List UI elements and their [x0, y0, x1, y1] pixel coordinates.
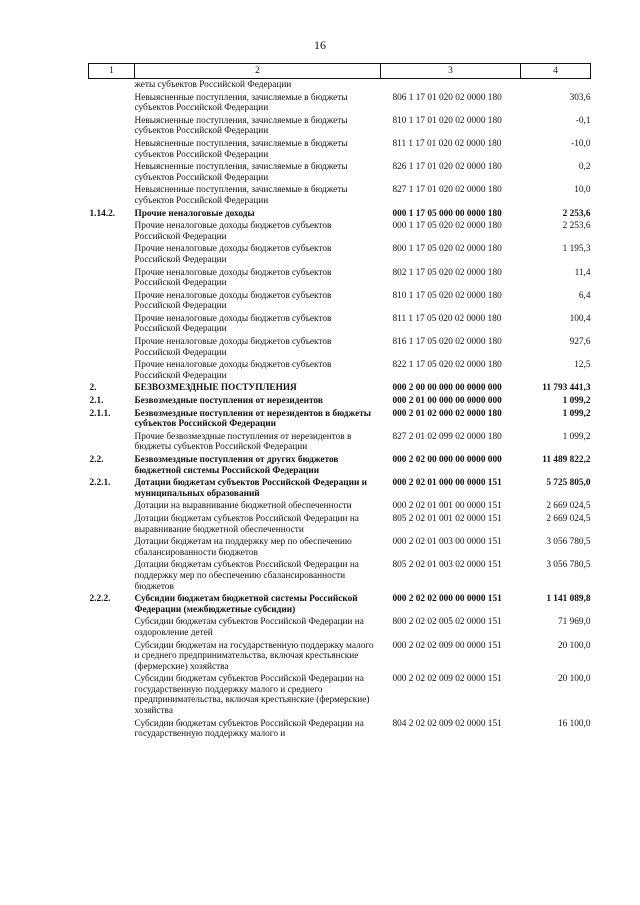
- row-name: Дотации на выравнивание бюджетной обеспеченности: [134, 501, 352, 512]
- row-name: Дотации бюджетам субъектов Российской Федерации на поддержку мер по обеспечению сбалансированности бюджетов: [134, 560, 359, 592]
- row-number: [89, 161, 135, 184]
- row-amount: -10,0: [571, 138, 591, 149]
- row-name: Субсидии бюджетам бюджетной системы Российской Федерации (межбюджетные субсидии): [134, 594, 358, 615]
- row-amount: 11 793 441,3: [542, 383, 591, 394]
- row-code: 827 2 01 02 099 02 0000 180: [392, 431, 502, 442]
- table-row: [89, 616, 591, 639]
- table-row: [89, 408, 591, 431]
- table-row: [89, 431, 591, 454]
- row-name: Невыясненные поступления, зачисляемые в бюджеты субъектов Российской Федерации: [134, 138, 348, 160]
- row-amount: [521, 79, 591, 92]
- table-row: [89, 500, 591, 513]
- header-col-4: 4: [521, 64, 591, 79]
- row-number: [89, 79, 135, 92]
- row-code: 826 1 17 01 020 02 0000 180: [392, 162, 502, 173]
- row-number: [89, 115, 135, 138]
- row-number: 2.2.: [89, 455, 104, 465]
- row-code: 000 1 17 05 020 02 0000 180: [392, 221, 502, 232]
- table-row: [89, 536, 591, 559]
- row-amount: 6,4: [578, 290, 591, 301]
- row-amount: -0,1: [575, 115, 591, 126]
- row-name: Прочие неналоговые доходы бюджетов субъектов Российской Федерации: [134, 290, 332, 312]
- row-name: БЕЗВОЗМЕЗДНЫЕ ПОСТУПЛЕНИЯ: [134, 383, 297, 394]
- row-amount: 2 669 024,5: [546, 501, 591, 512]
- row-number: [89, 673, 135, 717]
- page-number: 16: [314, 38, 326, 52]
- row-number: 1.14.2.: [89, 208, 116, 219]
- revenue-table: [88, 63, 591, 741]
- header-col-2: 2: [135, 64, 381, 79]
- row-number: [89, 359, 135, 382]
- table-row: [89, 138, 591, 161]
- row-amount: 1 099,2: [562, 431, 591, 442]
- row-name: Безвозмездные поступления от других бюджетов бюджетной системы Российской Федерации: [134, 455, 339, 476]
- row-amount: 1 141 089,8: [546, 594, 591, 605]
- row-number: [89, 336, 135, 359]
- row-amount: 2 669 024,5: [546, 513, 591, 524]
- row-code: 804 2 02 02 009 02 0000 151: [392, 718, 502, 729]
- row-code: 000 2 00 00 000 00 0000 000: [392, 383, 502, 394]
- row-amount: 927,6: [569, 337, 591, 348]
- table-body: [89, 79, 591, 741]
- row-number: 2.2.2.: [89, 594, 111, 605]
- row-amount: 11 489 822,2: [542, 455, 591, 465]
- row-code: 000 2 02 02 000 00 0000 151: [392, 594, 502, 605]
- row-number: [89, 500, 135, 513]
- row-number: [89, 184, 135, 207]
- row-code: 000 2 02 02 009 00 0000 151: [392, 640, 502, 651]
- row-name: Дотации бюджетам субъектов Российской Федерации и муниципальных образований: [134, 478, 367, 499]
- row-name: Безвозмездные поступления от нерезидентов в бюджеты субъектов Российской Федерации: [134, 408, 372, 430]
- row-amount: 1 195,3: [562, 244, 591, 255]
- row-amount: 0,2: [578, 162, 591, 173]
- table-row: [89, 290, 591, 313]
- row-code: 000 2 01 00 000 00 0000 000: [392, 396, 502, 407]
- table-row: [89, 115, 591, 138]
- row-code: 000 2 02 02 009 02 0000 151: [392, 674, 502, 685]
- row-amount: 20 100,0: [557, 640, 591, 651]
- row-name: Прочие неналоговые доходы бюджетов субъектов Российской Федерации: [134, 313, 332, 335]
- table-row: [89, 220, 591, 243]
- row-name: Невыясненные поступления, зачисляемые в бюджеты субъектов Российской Федерации: [134, 115, 348, 137]
- row-number: [89, 536, 135, 559]
- row-code: 816 1 17 05 020 02 0000 180: [392, 337, 502, 348]
- row-amount: 71 969,0: [557, 617, 591, 628]
- table-row: [89, 640, 591, 674]
- table-row: [89, 161, 591, 184]
- row-number: [89, 718, 135, 741]
- row-name: Дотации бюджетам на поддержку мер по обеспечению сбалансированности бюджетов: [134, 537, 352, 558]
- header-col-3: 3: [381, 64, 521, 79]
- table-row: [89, 593, 591, 616]
- row-amount: 3 056 780,5: [546, 560, 591, 571]
- row-amount: 303,6: [569, 92, 591, 103]
- table-row: [89, 184, 591, 207]
- table-row: [89, 395, 591, 408]
- row-amount: 12,5: [574, 360, 591, 371]
- row-amount: 20 100,0: [557, 674, 591, 685]
- table-row: [89, 243, 591, 266]
- row-name: Невыясненные поступления, зачисляемые в бюджеты субъектов Российской Федерации: [134, 185, 348, 206]
- row-code: 827 1 17 01 020 02 0000 180: [392, 185, 502, 196]
- table-row: [89, 313, 591, 336]
- row-code: 000 2 02 01 000 00 0000 151: [392, 478, 502, 489]
- row-code: 000 2 02 00 000 00 0000 000: [392, 455, 502, 465]
- row-name: Прочие неналоговые доходы бюджетов субъектов Российской Федерации: [134, 360, 332, 381]
- table-row: [89, 359, 591, 382]
- table-row: [89, 477, 591, 500]
- table-row: [89, 718, 591, 741]
- table-row: [89, 92, 591, 115]
- row-name: Невыясненные поступления, зачисляемые в бюджеты субъектов Российской Федерации: [134, 92, 348, 114]
- row-number: [89, 290, 135, 313]
- table-row: [89, 267, 591, 290]
- row-name: Субсидии бюджетам субъектов Российской Федерации на государственную поддержку малого и среднего предпринимательства, включая крестьянские (фермерские) хозяйства: [134, 674, 370, 717]
- table-row: [89, 513, 591, 536]
- row-name: Прочие неналоговые доходы бюджетов субъектов Российской Федерации: [134, 267, 332, 289]
- table-row: [89, 208, 591, 221]
- row-name: жеты субъектов Российской Федерации: [134, 80, 292, 90]
- row-amount: 10,0: [574, 185, 591, 196]
- row-name: Субсидии бюджетам субъектов Российской Федерации на государственную поддержку малого и: [134, 718, 364, 740]
- row-code: 810 1 17 01 020 02 0000 180: [392, 115, 502, 126]
- row-number: [89, 313, 135, 336]
- row-code: 811 1 17 01 020 02 0000 180: [392, 138, 502, 149]
- row-amount: 3 056 780,5: [546, 537, 591, 548]
- row-number: [89, 431, 135, 454]
- table-row: [89, 559, 591, 593]
- row-number: [89, 616, 135, 639]
- row-number: [89, 559, 135, 593]
- row-number: 2.: [89, 383, 97, 394]
- row-code: 811 1 17 05 020 02 0000 180: [392, 313, 502, 324]
- row-name: Прочие неналоговые доходы бюджетов субъектов Российской Федерации: [134, 244, 332, 265]
- row-code: 805 2 02 01 001 02 0000 151: [392, 513, 502, 524]
- row-name: Субсидии бюджетам на государственную поддержку малого и среднего предпринимательства, включая крестьянские (фермерские) хозяйства: [134, 640, 374, 672]
- table-row: [89, 673, 591, 717]
- row-code: 810 1 17 05 020 02 0000 180: [392, 290, 502, 301]
- row-number: [89, 92, 135, 115]
- row-code: 000 2 01 02 000 02 0000 180: [392, 408, 502, 419]
- table-row: [89, 382, 591, 395]
- row-code: 800 2 02 02 005 02 0000 151: [392, 617, 502, 628]
- row-number: [89, 243, 135, 266]
- row-code: 000 2 02 01 001 00 0000 151: [392, 501, 502, 512]
- row-code: 000 2 02 01 003 00 0000 151: [392, 537, 502, 548]
- row-number: [89, 138, 135, 161]
- row-number: 2.1.1.: [89, 408, 111, 419]
- row-number: 2.1.: [89, 396, 104, 407]
- row-amount: 100,4: [569, 313, 591, 324]
- row-code: 805 2 02 01 003 02 0000 151: [392, 560, 502, 571]
- table-row: [89, 336, 591, 359]
- row-number: 2.2.1.: [89, 478, 111, 489]
- row-amount: 11,4: [574, 267, 591, 278]
- row-name: Прочие неналоговые доходы бюджетов субъектов Российской Федерации: [134, 221, 332, 242]
- row-amount: 2 253,6: [562, 221, 591, 232]
- row-name: Прочие неналоговые доходы: [134, 208, 255, 219]
- row-number: [89, 267, 135, 290]
- row-name: Безвозмездные поступления от нерезидентов: [134, 396, 323, 407]
- row-name: Прочие безвозмездные поступления от нерезидентов в бюджеты субъектов Российской Федерации: [134, 431, 352, 453]
- row-name: Дотации бюджетам субъектов Российской Федерации на выравнивание бюджетной обеспеченности: [134, 513, 359, 535]
- row-number: [89, 220, 135, 243]
- row-amount: 2 253,6: [562, 208, 591, 219]
- row-amount: 5 725 805,0: [546, 478, 591, 489]
- row-code: 806 1 17 01 020 02 0000 180: [392, 92, 502, 103]
- row-number: [89, 513, 135, 536]
- row-name: Невыясненные поступления, зачисляемые в бюджеты субъектов Российской Федерации: [134, 162, 348, 183]
- row-code: 800 1 17 05 020 02 0000 180: [392, 244, 502, 255]
- row-amount: 1 099,2: [562, 396, 591, 407]
- table-row: [89, 454, 591, 477]
- row-number: [89, 640, 135, 674]
- row-code: 822 1 17 05 020 02 0000 180: [392, 360, 502, 371]
- row-code: [381, 79, 521, 92]
- row-name: Субсидии бюджетам субъектов Российской Федерации на оздоровление детей: [134, 617, 364, 638]
- table-header-row: [89, 64, 591, 79]
- row-code: 000 1 17 05 000 00 0000 180: [392, 208, 502, 219]
- table-row: [89, 79, 591, 92]
- row-code: 802 1 17 05 020 02 0000 180: [392, 267, 502, 278]
- header-col-1: 1: [89, 64, 135, 79]
- row-name: Прочие неналоговые доходы бюджетов субъектов Российской Федерации: [134, 337, 332, 358]
- row-amount: 16 100,0: [557, 718, 591, 729]
- row-amount: 1 099,2: [562, 408, 591, 419]
